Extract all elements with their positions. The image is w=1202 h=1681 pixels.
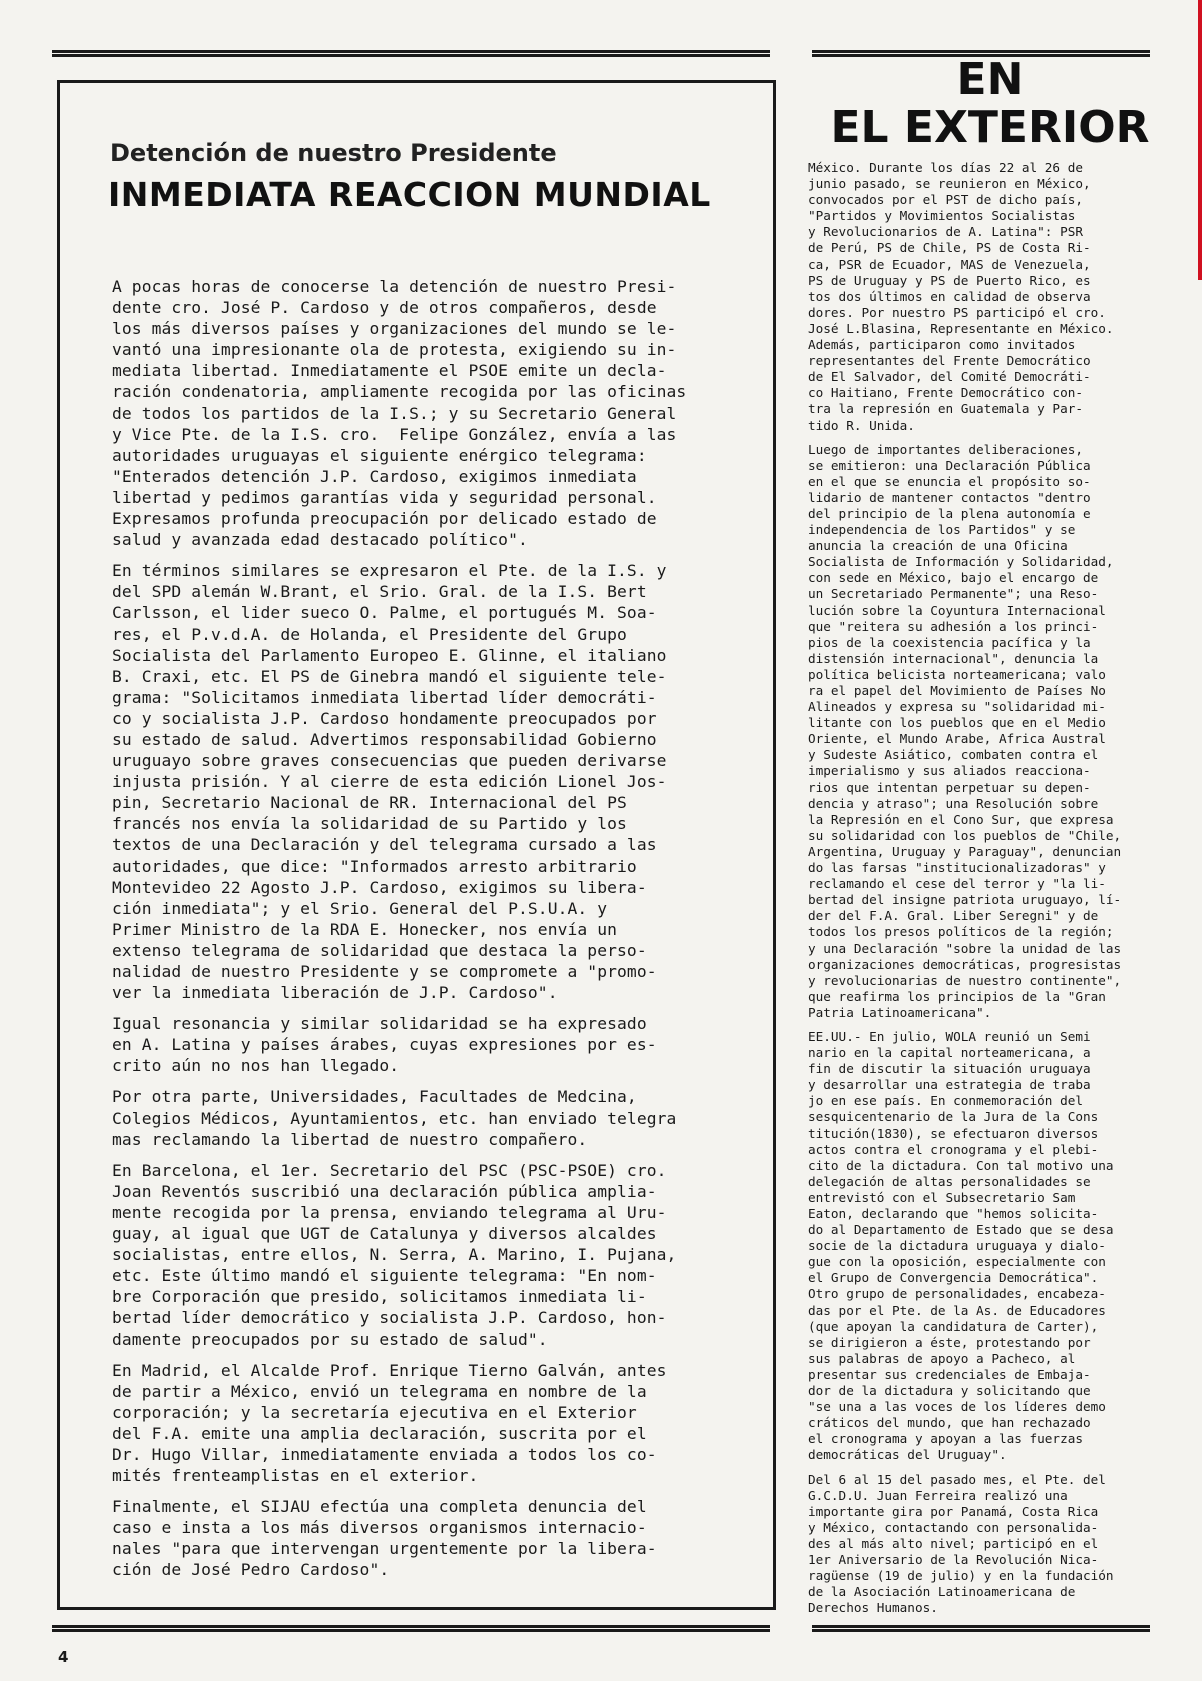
page-number: 4	[58, 1648, 69, 1666]
article-paragraph: En Barcelona, el 1er. Secretario del PSC (PSC-PSOE) cro. Joan Reventós suscribió una declaración pública amplia- mente recogida por la prensa, enviando telegrama al Uru- guay, al igual que UGT de Catalunya y diversos alcaldes socialistas, entre ellos, N. Serra, A. Marino, I. Pujana, etc. Este último mandó el siguiente telegrama: "En nom- bre Corporación que presido, solicitamos inmediata li- bertad líder democrático y socialista J.P. Cardoso, hon- damente preocupados por su estado de salud".	[112, 1160, 677, 1349]
article-paragraph: En Madrid, el Alcalde Prof. Enrique Tierno Galván, antes de partir a México, envió un telegrama en nombre de la corporación; y la secretaría ejecutiva en el Exterior del F.A. emite una amplia declaración, suscrita por el Dr. Hugo Villar, inmediatamente enviada a todos los co- mités frenteamplistas en el exterior.	[112, 1360, 667, 1486]
article-paragraph: Por otra parte, Universidades, Facultades de Medcina, Colegios Médicos, Ayuntamientos, etc. han enviado telegra mas reclamando la libertad de nuestro compañero.	[112, 1087, 677, 1149]
main-article-box	[57, 80, 776, 1610]
bottom-rule-left	[52, 1625, 770, 1632]
sidebar-title-line-1: EN	[956, 54, 1024, 105]
article-paragraph: Igual resonancia y similar solidaridad se ha expresado en A. Latina y países árabes, cuyas expresiones por es- crito aún no nos han llegado.	[112, 1014, 657, 1076]
article-body	[112, 276, 724, 1591]
sidebar-paragraph: EE.UU.- En julio, WOLA reunió un Semi nario en la capital norteamericana, a fin de discutir la situación uruguaya y desarrollar una estrategia de traba jo en ese país. En conmemoración del sesquicentenario de la Jura de la Cons titución(1830), se efectuaron diversos actos contra el cronograma y el plebi- cito de la dictadura. Con tal motivo una delegación de altas personalidades se entrevistó con el Subsecretario Sam Eaton, declarando que "hemos solicita- do al Departamento de Estado que se desa socie de la dictadura uruguaya y dialo- gue con la oposición, especialmente con el Grupo de Convergencia Democrática". Otro grupo de personalidades, encabeza- das por el Pte. de la As. de Educadores (que apoyan la candidatura de Carter), se dirigieron a éste, protestando por sus palabras de apoyo a Pacheco, al presentar sus credenciales de Embaja- dor de la dictadura y solicitando que "se una a las voces de los líderes demo cráticos del mundo, que han rechazado el cronograma y apoyan a las fuerzas democráticas del Uruguay".	[808, 1028, 1114, 1463]
article-kicker: Detención de nuestro Presidente	[110, 139, 557, 167]
sidebar-paragraph: Luego de importantes deliberaciones, se emitieron: una Declaración Pública en el que se enuncia el propósito so- lidario de mantener contactos "dentro del principio de la plena autonomía e independencia de los Partidos" y se anuncia la creación de una Oficina Socialista de Información y Solidaridad, con sede en México, bajo el encargo de un Secretariado Permanente"; una Reso- lución sobre la Coyuntura Internacional que "reitera su adhesión a los princi- pios de la coexistencia pacífica y la distensión internacional", denuncia la política belicista norteamericana; valo ra el papel del Movimiento de Países No Alineados y expresa su "solidaridad mi- litante con los pueblos que en el Medio Oriente, el Mundo Arabe, Africa Austral y Sudeste Asiático, combaten contra el imperialismo y sus aliados reacciona- rios que intentan perpetuar su depen- dencia y atraso"; una Resolución sobre la Represión en el Cono Sur, que expresa su solidaridad con los pueblos de "Chile, Argentina, Uruguay y Paraguay", denuncian do las farsas "institucionalizadoras" y reclamando el cese del terror y "la li- bertad del insigne patriota uruguayo, lí- der del F.A. Gral. Liber Seregni" y de todos los presos políticos de la región; y una Declaración "sobre la unidad de las organizaciones democráticas, progresistas y revolucionarias de nuestro continente", que reafirma los principios de la "Gran Patria Latinoamericana".	[808, 441, 1122, 1020]
article-paragraph: En términos similares se expresaron el Pte. de la I.S. y del SPD alemán W.Brant, el Srio. Gral. de la I.S. Bert Carlsson, el lider sueco O. Palme, el portugués M. Soa- res, el P.v.d.A. de Holanda, el Presidente del Grupo Socialista del Parlamento Europeo E. Glinne, el italiano B. Craxi, etc. El PS de Ginebra mandó el siguiente tele- grama: "Solicitamos inmediata libertad líder democráti- co y socialista J.P. Cardoso hondamente preocupados por su estado de salud. Advertimos responsabilidad Gobierno uruguayo sobre graves consecuencias que pueden derivarse injusta prisión. Y al cierre de esta edición Lionel Jos- pin, Secretario Nacional de RR. Internacional del PS francés nos envía la solidaridad de su Partido y los textos de una Declaración y del telegrama cursado a las autoridades, que dice: "Informados arresto arbitrario Montevideo 22 Agosto J.P. Cardoso, exigimos su libera- ción inmediata"; y el Srio. General del P.S.U.A. y Primer Ministro de la RDA E. Honecker, nos envía un extenso telegrama de solidaridad que destaca la perso- nalidad de nuestro Presidente y se compromete a "promo- ver la inmediata liberación de J.P. Cardoso".	[112, 561, 667, 1003]
article-paragraph: A pocas horas de conocerse la detención de nuestro Presi- dente cro. José P. Cardoso y de otros compañeros, desde los más diversos países y organizaciones del mundo se le- vantó una impresionante ola de protesta, exigiendo su in- mediata libertad. Inmediatamente el PSOE emite un decla- ración condenatoria, ampliamente recogida por las oficinas de todos los partidos de la I.S.; y su Secretario General y Vice Pte. de la I.S. cro. Felipe González, envía a las autoridades uruguayas el siguiente enérgico telegrama: "Enterados detención J.P. Cardoso, exigimos inmediata libertad y pedimos garantías vida y seguridad personal. Expresamos profunda preocupación por delicado estado de salud y avanzada edad destacado político".	[112, 277, 687, 550]
article-headline: INMEDIATA REACCION MUNDIAL	[108, 175, 711, 214]
sidebar-title-line-2: EL EXTERIOR	[830, 102, 1150, 153]
bottom-rule-right	[812, 1625, 1150, 1632]
top-rule-left	[52, 50, 770, 57]
sidebar-body	[808, 160, 1148, 1624]
sidebar-title	[800, 56, 1180, 152]
page-edge-mark	[1198, 0, 1202, 280]
article-paragraph: Finalmente, el SIJAU efectúa una completa denuncia del caso e insta a los más diversos organismos internacio- nales "para que intervengan urgentemente por la libera- ción de José Pedro Cardoso".	[112, 1497, 657, 1580]
sidebar-paragraph: México. Durante los días 22 al 26 de junio pasado, se reunieron en México, convocados por el PST de dicho país, "Partidos y Movimientos Socialistas y Revolucionarios de A. Latina": PSR de Perú, PS de Chile, PS de Costa Ri- ca, PSR de Ecuador, MAS de Venezuela, PS de Uruguay y PS de Puerto Rico, es tos dos últimos en calidad de observa dores. Por nuestro PS participó el cro. José L.Blasina, Representante en México. Además, participaron como invitados representantes del Frente Democrático de El Salvador, del Comité Democráti- co Haitiano, Frente Democrático con- tra la represión en Guatemala y Par- tido R. Unida.	[808, 160, 1114, 433]
sidebar-paragraph: Del 6 al 15 del pasado mes, el Pte. del G.C.D.U. Juan Ferreira realizó una importante gira por Panamá, Costa Rica y México, contactando con personalida- des al más alto nivel; participó en el 1er Aniversario de la Revolución Nica- ragüense (19 de julio) y en la fundación de la Asociación Latinoamericana de Derechos Humanos.	[808, 1471, 1114, 1616]
